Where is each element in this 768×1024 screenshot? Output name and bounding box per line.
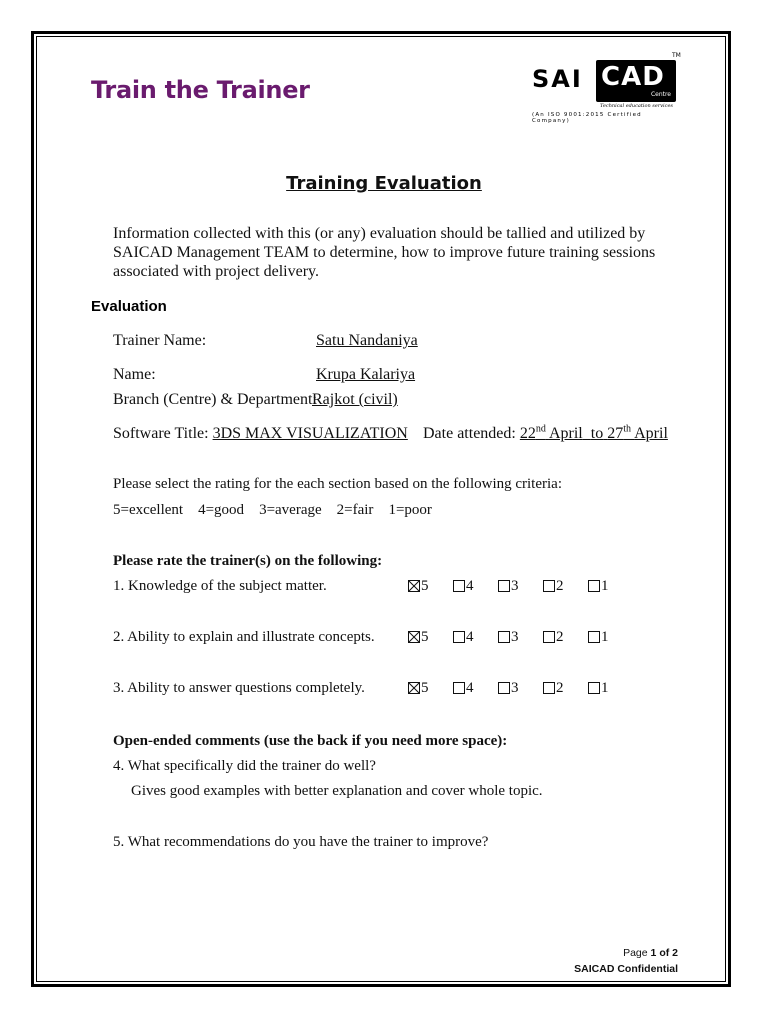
checkbox-icon[interactable] xyxy=(543,580,555,592)
date-start-suffix: nd xyxy=(535,423,546,435)
rating-option-label: 1 xyxy=(601,629,609,645)
software-row xyxy=(113,425,408,443)
criteria-instruction: Please select the rating for the each section based on the following criteria: xyxy=(113,476,562,492)
checked-box-icon[interactable] xyxy=(408,580,420,592)
date-start-month: April xyxy=(548,425,583,442)
checkbox-icon[interactable] xyxy=(498,631,510,643)
rating-option-label: 4 xyxy=(466,578,474,594)
rating-option-label: 4 xyxy=(466,629,474,645)
rating-1-option-3[interactable] xyxy=(498,578,519,595)
rating-option-label: 2 xyxy=(556,629,564,645)
confidential-label: SAICAD Confidential xyxy=(574,963,678,975)
rate-heading: Please rate the trainer(s) on the following: xyxy=(113,553,383,569)
rating-3-option-2[interactable] xyxy=(543,680,564,697)
rating-1-option-4[interactable] xyxy=(453,578,474,595)
software-value: 3DS MAX VISUALIZATION xyxy=(212,425,408,442)
page-number xyxy=(623,947,678,959)
rating-1-option-1[interactable] xyxy=(588,578,609,595)
open-ended-heading: Open-ended comments (use the back if you need more space): xyxy=(113,733,508,749)
open-answer-4: Gives good examples with better explanation and cover whole topic. xyxy=(131,783,543,799)
rating-3-option-3[interactable] xyxy=(498,680,519,697)
rating-3-option-5[interactable] xyxy=(408,680,429,697)
rating-option-label: 1 xyxy=(601,578,609,594)
checkbox-icon[interactable] xyxy=(588,682,600,694)
checkbox-icon[interactable] xyxy=(588,580,600,592)
page-current: 1 xyxy=(650,947,657,959)
checked-box-icon[interactable] xyxy=(408,682,420,694)
saicad-logo xyxy=(532,52,682,124)
rating-question-1: 1. Knowledge of the subject matter. xyxy=(113,578,327,594)
rating-option-label: 5 xyxy=(421,629,429,645)
date-end-suffix: th xyxy=(623,423,631,435)
logo-centre-text: Centre xyxy=(650,91,671,98)
open-question-4: 4. What specifically did the trainer do well? xyxy=(113,758,376,774)
checkbox-icon[interactable] xyxy=(453,580,465,592)
rating-3-option-4[interactable] xyxy=(453,680,474,697)
checkbox-icon[interactable] xyxy=(453,631,465,643)
section-title: Training Evaluation xyxy=(286,173,482,194)
software-label: Software Title: xyxy=(113,425,209,442)
name-label: Name: xyxy=(113,366,156,383)
name-value: Krupa Kalariya xyxy=(316,366,416,383)
rating-2-option-1[interactable] xyxy=(588,629,609,646)
scale-5: 5=excellent xyxy=(113,502,184,518)
rating-2-option-4[interactable] xyxy=(453,629,474,646)
scale-2: 2=fair xyxy=(336,502,374,518)
rating-option-label: 5 xyxy=(421,578,429,594)
trainer-name-value: Satu Nandaniya xyxy=(316,332,418,349)
date-end-day: 27 xyxy=(607,425,624,442)
date-start-day: 22 xyxy=(519,425,536,442)
open-question-5: 5. What recommendations do you have the trainer to improve? xyxy=(113,834,489,850)
checkbox-icon[interactable] xyxy=(453,682,465,694)
date-to: to xyxy=(590,425,604,442)
rating-3-option-1[interactable] xyxy=(588,680,609,697)
intro-paragraph: Information collected with this (or any) evaluation should be tallied and utilized by SAICAD Management TEAM to determine, how to improve future training sessions associated with project delivery. xyxy=(113,225,656,280)
date-row xyxy=(423,425,668,443)
trainer-name-label: Trainer Name: xyxy=(113,332,207,349)
rating-option-label: 2 xyxy=(556,680,564,696)
rating-option-label: 3 xyxy=(511,578,519,594)
rating-2-option-5[interactable] xyxy=(408,629,429,646)
branch-value: Rajkot (civil) xyxy=(312,391,398,408)
checkbox-icon[interactable] xyxy=(543,631,555,643)
rating-1-option-2[interactable] xyxy=(543,578,564,595)
page-of: of xyxy=(659,947,670,959)
rating-option-label: 4 xyxy=(466,680,474,696)
scale-3: 3=average xyxy=(259,502,322,518)
criteria-scale xyxy=(113,502,432,519)
rating-option-label: 3 xyxy=(511,629,519,645)
page-total: 2 xyxy=(672,947,678,959)
rating-2-option-3[interactable] xyxy=(498,629,519,646)
logo-sai-text: SAI xyxy=(532,65,583,93)
branch-label: Branch (Centre) & Department: xyxy=(113,391,317,408)
checkbox-icon[interactable] xyxy=(498,580,510,592)
rating-question-3: 3. Ability to answer questions completely. xyxy=(113,680,365,696)
logo-tagline: Technical education services xyxy=(600,103,673,109)
date-end-month: April xyxy=(634,425,668,442)
date-label: Date attended: xyxy=(423,425,516,442)
date-value xyxy=(520,425,668,442)
checked-box-icon[interactable] xyxy=(408,631,420,643)
evaluation-heading: Evaluation xyxy=(91,298,167,315)
rating-option-label: 2 xyxy=(556,578,564,594)
checkbox-icon[interactable] xyxy=(588,631,600,643)
rating-option-label: 1 xyxy=(601,680,609,696)
rating-2-option-2[interactable] xyxy=(543,629,564,646)
checkbox-icon[interactable] xyxy=(543,682,555,694)
rating-option-label: 3 xyxy=(511,680,519,696)
checkbox-icon[interactable] xyxy=(498,682,510,694)
logo-cad-box xyxy=(596,60,676,102)
logo-cad-text: CAD xyxy=(601,62,665,92)
scale-1: 1=poor xyxy=(388,502,432,518)
rating-question-2: 2. Ability to explain and illustrate concepts. xyxy=(113,629,375,645)
scale-4: 4=good xyxy=(198,502,245,518)
page-label: Page xyxy=(623,947,648,959)
logo-trademark: TM xyxy=(672,52,681,59)
logo-iso-text: (An ISO 9001:2015 Certified Company) xyxy=(532,112,642,124)
rating-1-option-5[interactable] xyxy=(408,578,429,595)
rating-option-label: 5 xyxy=(421,680,429,696)
document-title: Train the Trainer xyxy=(91,76,310,104)
